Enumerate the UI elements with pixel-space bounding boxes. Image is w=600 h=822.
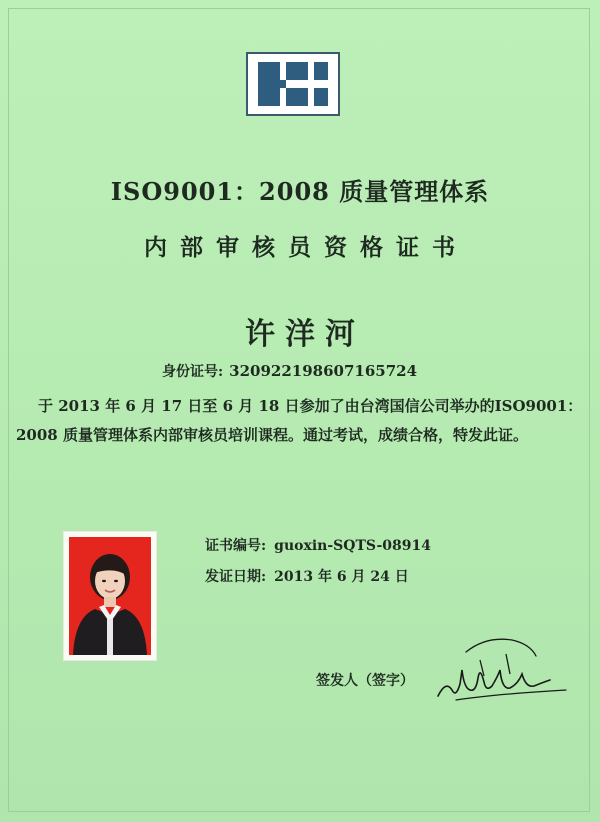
- holder-name: 许洋河: [245, 317, 365, 352]
- portrait-icon: [69, 537, 151, 655]
- signer-label: 签发人（签字）: [316, 673, 414, 689]
- id-number-row: [162, 361, 417, 381]
- cert-no: guoxin-SQTS-08914: [274, 538, 431, 554]
- body-paragraph: 于 2013 年 6 月 17 日至 6 月 18 日参加了由台湾国信公司举办的ISO9001：2008 质量管理体系内部审核员培训课程。通过考试，成绩合格，特发此证。: [16, 397, 583, 444]
- id-label: 身份证号:: [162, 364, 224, 380]
- company-logo: [246, 52, 340, 116]
- cert-no-label: 证书编号:: [205, 538, 267, 554]
- holder-photo: [64, 532, 156, 660]
- certificate-title-line2: 内部审核员资格证书: [144, 234, 468, 261]
- issue-date: 2013 年 6 月 24 日: [274, 569, 409, 585]
- issue-date-row: [205, 566, 409, 586]
- k-logo-icon: [258, 62, 328, 106]
- certificate-body: [16, 392, 588, 450]
- signature-icon: [426, 630, 576, 710]
- certificate-title-line1: ISO9001：2008 质量管理体系: [110, 177, 490, 206]
- certificate-number-row: [205, 535, 431, 555]
- issue-date-label: 发证日期:: [205, 569, 267, 585]
- id-number: 320922198607165724: [229, 362, 418, 380]
